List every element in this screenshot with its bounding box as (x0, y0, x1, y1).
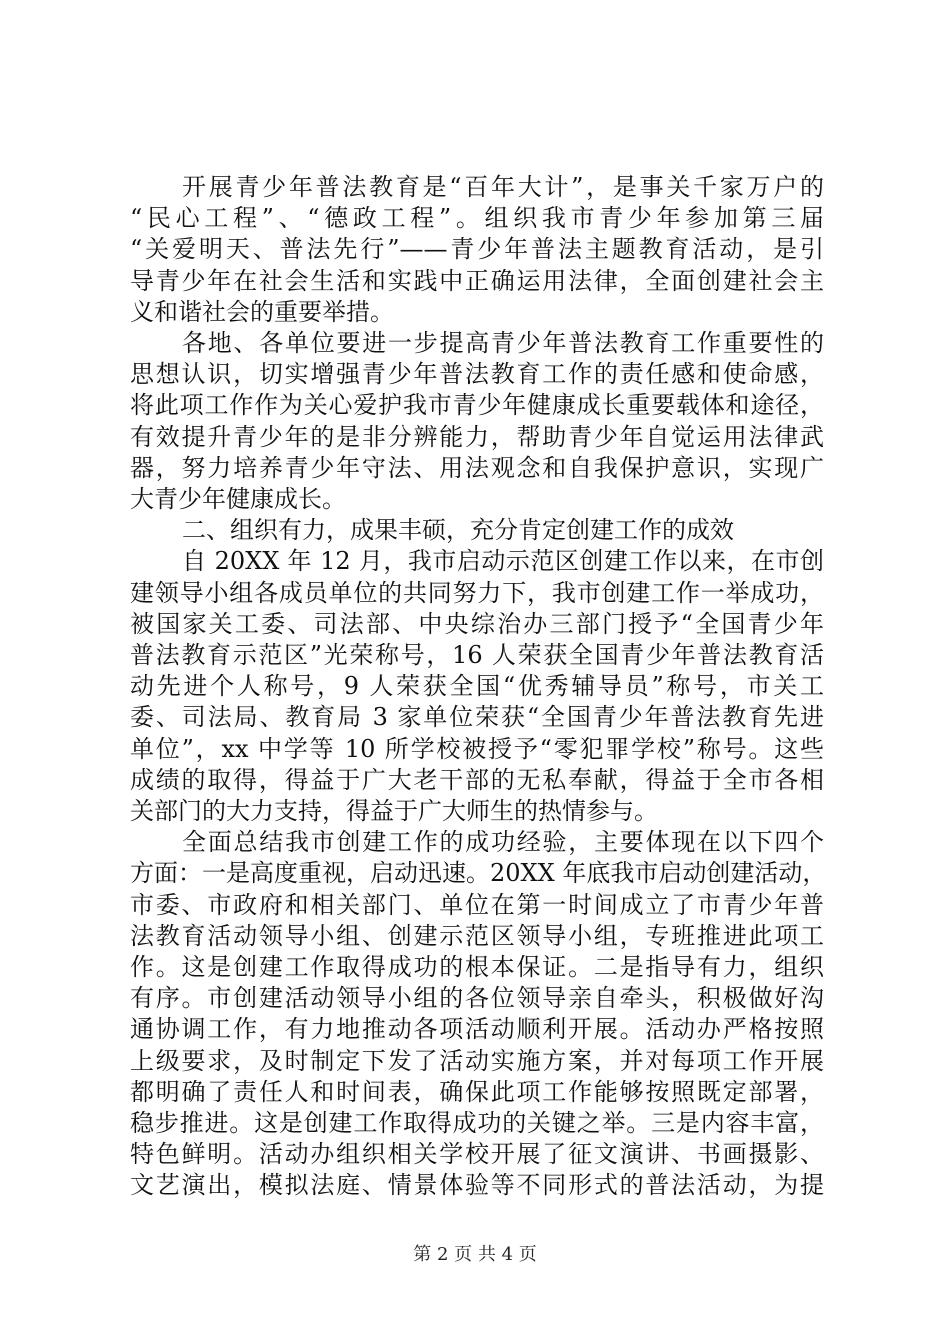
text-line: 有序。市创建活动领导小组的各位领导亲自牵头，积极做好沟 (130, 984, 824, 1013)
text-line: 各地、各单位要进一步提高青少年普法教育工作重要性的 (182, 329, 824, 357)
text-line: 文艺演出，模拟法庭、情景体验等不同形式的普法活动，为提 (130, 1171, 824, 1200)
text-line: 法教育活动领导小组、创建示范区领导小组，专班推进此项工 (130, 921, 824, 950)
text-line: 被国家关工委、司法部、中央综治办三部门授予“全国青少年 (130, 609, 824, 638)
text-line: 开展青少年普法教育是“百年大计”，是事关千家万户的 (182, 173, 824, 201)
text-line: 稳步推进。这是创建工作取得成功的关键之举。三是内容丰富， (130, 1109, 824, 1137)
text-line: 委、司法局、教育局 3 家单位荣获“全国青少年普法教育先进 (130, 703, 824, 732)
text-line: 有效提升青少年的是非分辨能力，帮助青少年自觉运用法律武 (130, 422, 824, 451)
text-line: 单位”，xx 中学等 10 所学校被授予“零犯罪学校”称号。这些 (130, 734, 824, 763)
text-line: 市委、市政府和相关部门、单位在第一时间成立了市青少年普 (130, 890, 824, 919)
text-line: 都明确了责任人和时间表，确保此项工作能够按照既定部署， (130, 1077, 824, 1106)
text-line: 动先进个人称号，9 人荣获全国“优秀辅导员”称号，市关工 (130, 672, 824, 701)
text-line: 方面：一是高度重视，启动迅速。20XX 年底我市启动创建活动， (130, 859, 827, 888)
text-line: 成绩的取得，得益于广大老干部的无私奉献，得益于全市各相 (130, 765, 824, 794)
section-heading: 二、组织有力，成果丰硕，充分肯定创建工作的成效 (182, 516, 734, 545)
text-line: 通协调工作，有力地推动各项活动顺利开展。活动办严格按照 (130, 1015, 824, 1044)
text-line: 义和谐社会的重要举措。 (130, 297, 394, 326)
text-line: 建领导小组各成员单位的共同努力下，我市创建工作一举成功， (130, 578, 824, 607)
text-line: 思想认识，切实增强青少年普法教育工作的责任感和使命感， (130, 360, 824, 389)
text-line: 普法教育示范区”光荣称号，16 人荣获全国青少年普法教育活 (130, 641, 824, 669)
text-line: 导青少年在社会生活和实践中正确运用法律，全面创建社会主 (130, 266, 824, 295)
text-line: 全面总结我市创建工作的成功经验，主要体现在以下四个 (182, 828, 824, 857)
text-line: 大青少年健康成长。 (130, 485, 346, 513)
page-footer: 第 2 页 共 4 页 (413, 1244, 537, 1265)
text-line: “关爱明天、普法先行”——青少年普法主题教育活动，是引 (130, 235, 824, 264)
text-line: 作。这是创建工作取得成功的根本保证。二是指导有力，组织 (130, 953, 824, 981)
text-line: 上级要求，及时制定下发了活动实施方案，并对每项工作开展 (130, 1046, 824, 1075)
text-line: 自 20XX 年 12 月，我市启动示范区创建工作以来，在市创 (182, 547, 824, 576)
text-line: 将此项工作作为关心爱护我市青少年健康成长重要载体和途径， (130, 391, 824, 420)
text-line: 关部门的大力支持，得益于广大师生的热情参与。 (130, 797, 658, 825)
text-line: 特色鲜明。活动办组织相关学校开展了征文演讲、书画摄影、 (130, 1140, 824, 1169)
text-line: “民心工程”、“德政工程”。组织我市青少年参加第三届 (130, 204, 824, 233)
text-line: 器，努力培养青少年守法、用法观念和自我保护意识，实现广 (130, 453, 824, 482)
